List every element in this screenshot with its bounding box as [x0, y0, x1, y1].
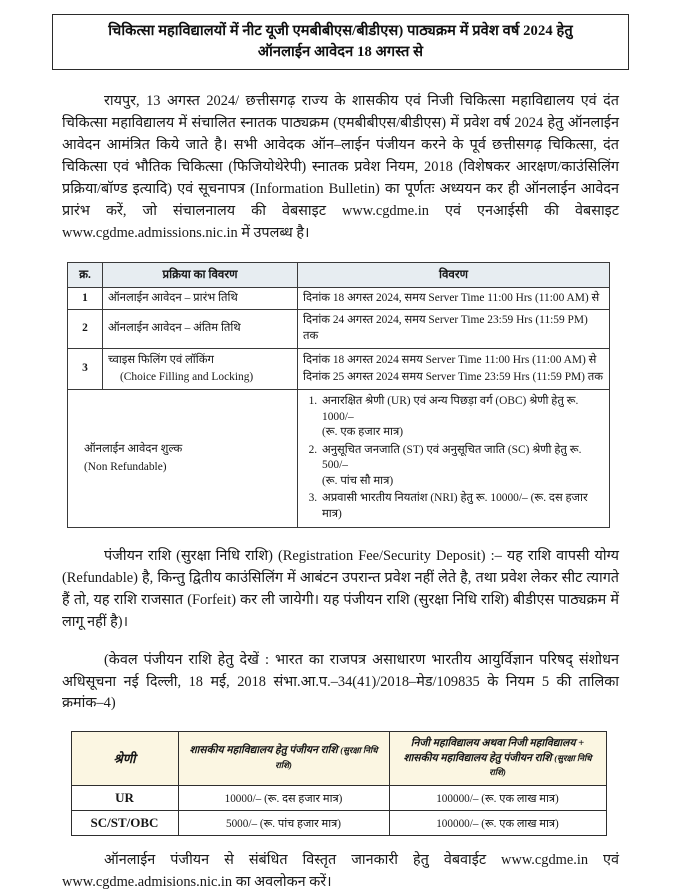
row-govt-fee: 10000/– (रू. दस हजार मात्र)	[178, 786, 389, 811]
paragraph-gazette-text: (केवल पंजीयन राशि हेतु देखें : भारत का राजपत्र असाधारण भारतीय आयुर्विज्ञान परिषद् संशोधन अधिसूचना नई दिल्ली, 18 मई, 2018 संभा.आ.प.–34(41)/2018–मेड/109835 के नियम 5 की तालिका क्रमांक–4)	[62, 651, 619, 712]
fee-item-text: अप्रवासी भारतीय नियतांश (NRI) हेतु रू. 10000/– (रू. दस हजार मात्र)	[322, 492, 588, 520]
title-line-1: चिकित्सा महाविद्यालयों में नीट यूजी एमबीबीएस/बीडीएस) पाठ्यक्रम में प्रवेश वर्ष 2024 हेतु	[108, 23, 573, 39]
table-row	[68, 310, 610, 348]
paragraph-intro-text: रायपुर, 13 अगस्त 2024/ छत्तीसगढ़ राज्य के शासकीय एवं निजी चिकित्सा महाविद्यालय एवं दंत चिकित्सा महाविद्यालय में संचालित स्नातक पाठ्यक्रम (एमबीबीएस/बीडीएस) में प्रवेश वर्ष 2024 हेतु ऑनलाईन आवेदन आमंत्रित किये जाते है। सभी आवेदक ऑन–लाईन पंजीयन करने के पूर्व छत्तीसगढ़ चिकित्सा, दंत चिकित्सा एवं भौतिक चिकित्सा (फिजियोथेरेपी) स्नातक प्रवेश नियम, 2018 (विशेषकर आरक्षण/काउंसिलिंग प्रक्रिया/बॉण्ड इत्यादि) एवं सूचनापत्र (Information Bulletin) का पूर्णतः अध्ययन कर ही ऑनलाईन आवेदन प्रारंभ करें, जो संचालनालय की वेबसाइट www.cgdme.in एवं एनआईसी की वेबसाइट www.cgdme.admissions.nic.in में उपलब्ध है।	[62, 93, 619, 241]
column-header-category: श्रेणी	[71, 732, 178, 786]
fee-table	[71, 731, 607, 836]
column-header-private-line-1: निजी महाविद्यालय अथवा निजी महाविद्यालय +	[410, 738, 585, 750]
row-process: ऑनलाईन आवेदन – अंतिम तिथि	[103, 310, 298, 348]
schedule-table-head	[68, 262, 610, 287]
fee-table-wrapper	[0, 731, 677, 836]
document-title-box	[52, 14, 629, 70]
row-details: दिनांक 24 अगस्त 2024, समय Server Time 23:59 Hrs (11:59 PM) तक	[298, 310, 610, 348]
fee-table-body	[71, 786, 606, 836]
application-fee-label: ऑनलाईन आवेदन शुल्क	[84, 442, 183, 455]
column-header-details: विवरण	[298, 262, 610, 287]
table-row	[68, 287, 610, 310]
column-header-govt-main: शासकीय महाविद्यालय हेतु पंजीयन राशि	[189, 745, 338, 757]
column-header-private-line-2	[395, 752, 601, 781]
fee-table-head	[71, 732, 606, 786]
paragraph-closing	[62, 850, 619, 894]
list-item	[320, 443, 604, 490]
fee-item-sub: (रू. एक हजार मात्र)	[322, 426, 404, 439]
application-fee-label-cell	[68, 390, 298, 528]
application-fee-label-sub: (Non Refundable)	[84, 460, 167, 473]
schedule-table-body	[68, 287, 610, 527]
row-sno: 3	[68, 348, 103, 389]
column-header-govt-small: (सुरक्षा निधि राशि)	[275, 745, 378, 770]
column-header-govt	[178, 732, 389, 786]
paragraph-gazette	[62, 650, 619, 716]
paragraph-registration-text: पंजीयन राशि (सुरक्षा निधि राशि) (Registration Fee/Security Deposit) :– यह राशि वापसी योग्य (Refundable) है, किन्तु द्वितीय काउंसिलिंग में आबंटन उपरान्त प्रवेश नहीं लेते है, तथा प्रवेश लेकर सीट त्यागते हैं तो, यह राशि राजसात (Forfeit) कर ली जायेगी। यह पंजीयन राशि (सुरक्षा निधि राशि) बीडीएस पाठ्यक्रम में लागू नहीं है)।	[62, 548, 619, 630]
column-header-private	[389, 732, 606, 786]
list-item	[320, 491, 604, 522]
column-header-private-main: शासकीय महाविद्यालय हेतु पंजीयन राशि	[403, 752, 552, 764]
paragraph-intro	[62, 91, 619, 244]
row-process-sub: (Choice Filling and Locking)	[120, 370, 254, 383]
row-details: दिनांक 18 अगस्त 2024, समय Server Time 11:00 Hrs (11:00 AM) से	[298, 287, 610, 310]
row-process: ऑनलाईन आवेदन – प्रारंभ तिथि	[103, 287, 298, 310]
row-details-line-2: दिनांक 25 अगस्त 2024 समय Server Time 23:59 Hrs (11:59 PM) तक	[303, 370, 604, 383]
table-header-row	[68, 262, 610, 287]
table-row-application-fee	[68, 390, 610, 528]
table-row	[71, 786, 606, 811]
row-private-fee: 100000/– (रू. एक लाख मात्र)	[389, 786, 606, 811]
row-category: UR	[71, 786, 178, 811]
list-item	[320, 394, 604, 441]
row-private-fee: 100000/– (रू. एक लाख मात्र)	[389, 811, 606, 836]
column-header-private-small: (सुरक्षा निधि राशि)	[489, 752, 592, 777]
fee-item-sub: (रू. पांच सौ मात्र)	[322, 474, 394, 487]
row-details-line-1: दिनांक 18 अगस्त 2024 समय Server Time 11:00 Hrs (11:00 AM) से	[303, 353, 597, 366]
document-page	[0, 14, 677, 891]
title-line-2: ऑनलाईन आवेदन 18 अगस्त से	[257, 43, 424, 60]
application-fee-list	[303, 394, 604, 522]
table-row	[71, 811, 606, 836]
schedule-table-wrapper	[0, 262, 677, 528]
application-fee-items-cell	[298, 390, 610, 528]
fee-item-text: अनुसूचित जनजाति (ST) एवं अनुसूचित जाति (SC) श्रेणी हेतु रू. 500/–	[322, 443, 582, 472]
row-process-main: च्वाइस फिलिंग एवं लॉकिंग	[108, 353, 214, 366]
row-sno: 1	[68, 287, 103, 310]
table-row	[68, 348, 610, 389]
row-details	[298, 348, 610, 389]
schedule-table	[67, 262, 610, 528]
column-header-process: प्रक्रिया का विवरण	[103, 262, 298, 287]
row-category: SC/ST/OBC	[71, 811, 178, 836]
fee-item-text: अनारक्षित श्रेणी (UR) एवं अन्य पिछड़ा वर्ग (OBC) श्रेणी हेतु रू. 1000/–	[322, 395, 579, 423]
paragraph-closing-text: ऑनलाईन पंजीयन से संबंधित विस्तृत जानकारी हेतु वेबवाईट www.cgdme.in एवं www.cgdme.admisions.nic.in का अवलोकन करें।	[62, 852, 619, 891]
paragraph-registration-fee	[62, 546, 619, 634]
row-process	[103, 348, 298, 389]
table-header-row	[71, 732, 606, 786]
row-sno: 2	[68, 310, 103, 348]
row-govt-fee: 5000/– (रू. पांच हजार मात्र)	[178, 811, 389, 836]
column-header-sno: क्र.	[68, 262, 103, 287]
